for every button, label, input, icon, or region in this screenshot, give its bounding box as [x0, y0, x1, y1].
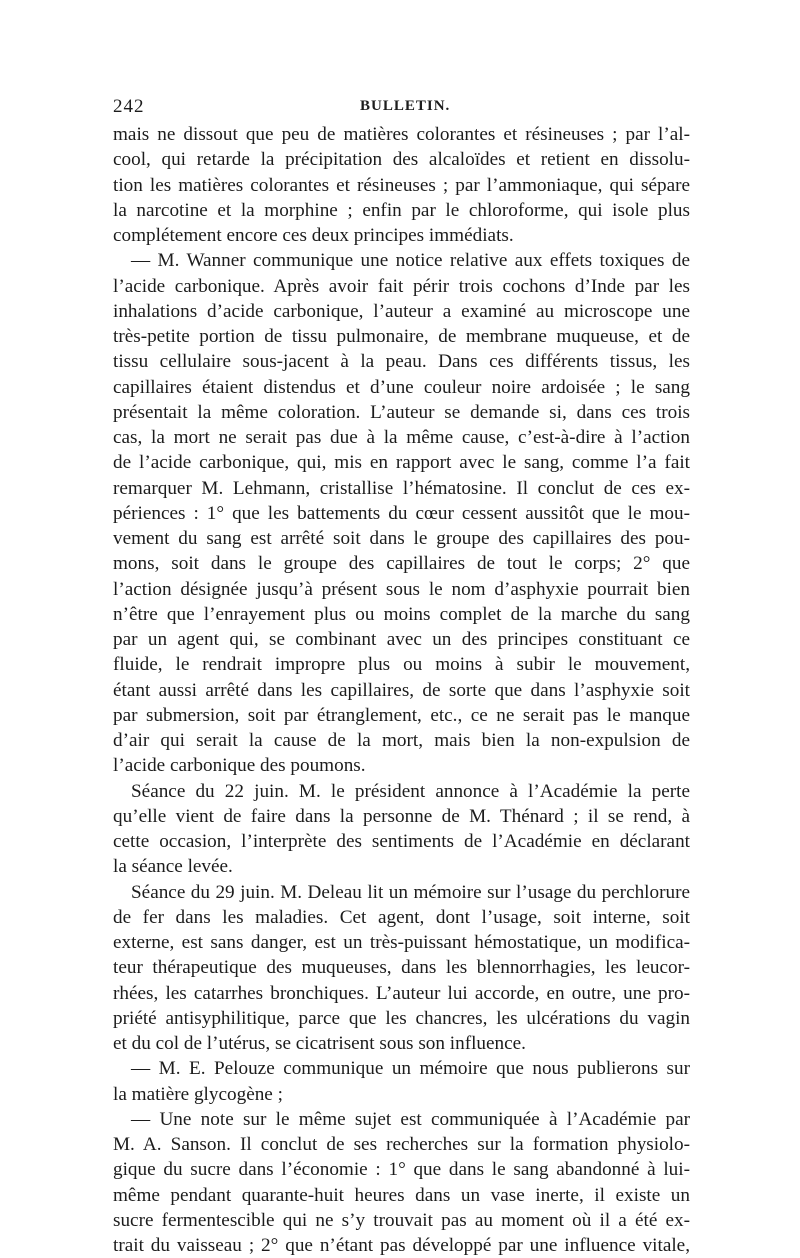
text-line: inhalations d’acide carbonique, l’auteur a examiné au microscope une — [113, 300, 690, 322]
text-line: et du col de l’utérus, se cicatrisent sous son influence. — [113, 1033, 526, 1054]
text-line: de fer dans les maladies. Cet agent, dont l’usage, soit interne, soit — [113, 906, 690, 928]
text-line: Séance du 22 juin. M. le président annonce à l’Académie la perte — [131, 780, 690, 802]
text-line: M. A. Sanson. Il conclut de ses recherches sur la formation physiolo- — [113, 1134, 690, 1155]
text-line: étant aussi arrêté dans les capillaires, de sorte que dans l’asphyxie soit — [113, 679, 690, 701]
text-line: très-petite portion de tissu pulmonaire, de membrane muqueuse, et de — [113, 326, 690, 347]
text-line: cette occasion, l’interprète des sentiments de l’Académie en déclarant — [113, 831, 690, 852]
text-line: mons, soit dans le groupe des capillaires de tout le corps; 2° que — [113, 553, 690, 575]
page-header — [113, 96, 690, 120]
text-line: la séance levée. — [113, 856, 233, 878]
text-line: périences : 1° que les battements du cœur cessent aussitôt que le mou- — [113, 502, 690, 524]
text-line: qu’elle vient de faire dans la personne de M. Thénard ; il se rend, à — [113, 805, 690, 827]
text-line: capillaires étaient distendus et d’une couleur noire ardoisée ; le sang — [113, 376, 690, 398]
text-line: de l’acide carbonique, qui, mis en rapport avec le sang, comme l’a fait — [113, 452, 690, 474]
text-line: l’acide carbonique des poumons. — [113, 755, 366, 777]
text-line: Séance du 29 juin. M. Deleau lit un mémoire sur l’usage du perchlorure — [131, 881, 690, 903]
text-line: fluide, le rendrait impropre plus ou moins à subir le mouvement, — [113, 654, 690, 676]
text-line: gique du sucre dans l’économie : 1° que dans le sang abandonné à lui- — [113, 1159, 690, 1181]
text-line: trait du vaisseau ; 2° que n’étant pas développé par une influence vitale, — [113, 1235, 690, 1256]
text-line: la narcotine et la morphine ; enfin par le chloroforme, qui isole plus — [113, 199, 690, 221]
text-line: externe, est sans danger, est un très-puissant hémostatique, un modifica- — [113, 932, 690, 953]
text-line: la matière glycogène ; — [113, 1083, 283, 1105]
text-line: n’être que l’enrayement plus ou moins complet de la marche du sang — [113, 603, 690, 625]
text-line: tion les matières colorantes et résineuses ; par l’ammoniaque, qui sépare — [113, 174, 690, 196]
text-line: d’air qui serait la cause de la mort, mais bien la non-expulsion de — [113, 730, 690, 751]
text-line: — M. E. Pelouze communique un mémoire que nous publierons sur — [131, 1058, 690, 1080]
text-line: rhées, les catarrhes bronchiques. L’auteur lui accorde, en outre, une pro- — [113, 982, 690, 1004]
text-line: sucre fermentescible qui ne s’y trouvait pas au moment où il a été ex- — [113, 1209, 690, 1231]
text-line: — M. Wanner communique une notice relative aux effets toxiques de — [131, 250, 690, 272]
text-line: mais ne dissout que peu de matières colorantes et résineuses ; par l’al- — [113, 124, 690, 145]
text-line: cool, qui retarde la précipitation des alcaloïdes et retient en dissolu- — [113, 149, 690, 171]
text-line: l’action désignée jusqu’à présent sous le nom d’asphyxie pourrait bien — [113, 578, 690, 600]
page-number: 242 — [113, 96, 145, 117]
text-line: complétement encore ces deux principes immédiats. — [113, 225, 514, 246]
body-text — [113, 122, 690, 1258]
text-line: priété antisyphilitique, parce que les chancres, les ulcérations du vagin — [113, 1007, 690, 1029]
text-line: cas, la mort ne serait pas due à la même cause, c’est-à-dire à l’action — [113, 427, 690, 448]
text-line: l’acide carbonique. Après avoir fait périr trois cochons d’Inde par les — [113, 275, 690, 297]
text-line: par submersion, soit par étranglement, etc., ce ne serait pas le manque — [113, 704, 690, 726]
text-line: vement du sang est arrêté soit dans le groupe des capillaires des pou- — [113, 528, 690, 549]
text-line: — Une note sur le même sujet est communiquée à l’Académie par — [131, 1108, 690, 1130]
running-head: BULLETIN. — [360, 98, 451, 114]
text-line: remarquer M. Lehmann, cristallise l’hématosine. Il conclut de ces ex- — [113, 477, 690, 499]
text-line: tissu cellulaire sous-jacent à la peau. Dans ces différents tissus, les — [113, 351, 690, 373]
text-line: teur thérapeutique des muqueuses, dans les blennorrhagies, les leucor- — [113, 957, 690, 979]
text-line: même pendant quarante-huit heures dans un vase inerte, il existe un — [113, 1184, 690, 1206]
text-line: présentait la même coloration. L’auteur se demande si, dans ces trois — [113, 401, 690, 423]
text-line: par un agent qui, se combinant avec un des principes constituant ce — [113, 629, 690, 650]
